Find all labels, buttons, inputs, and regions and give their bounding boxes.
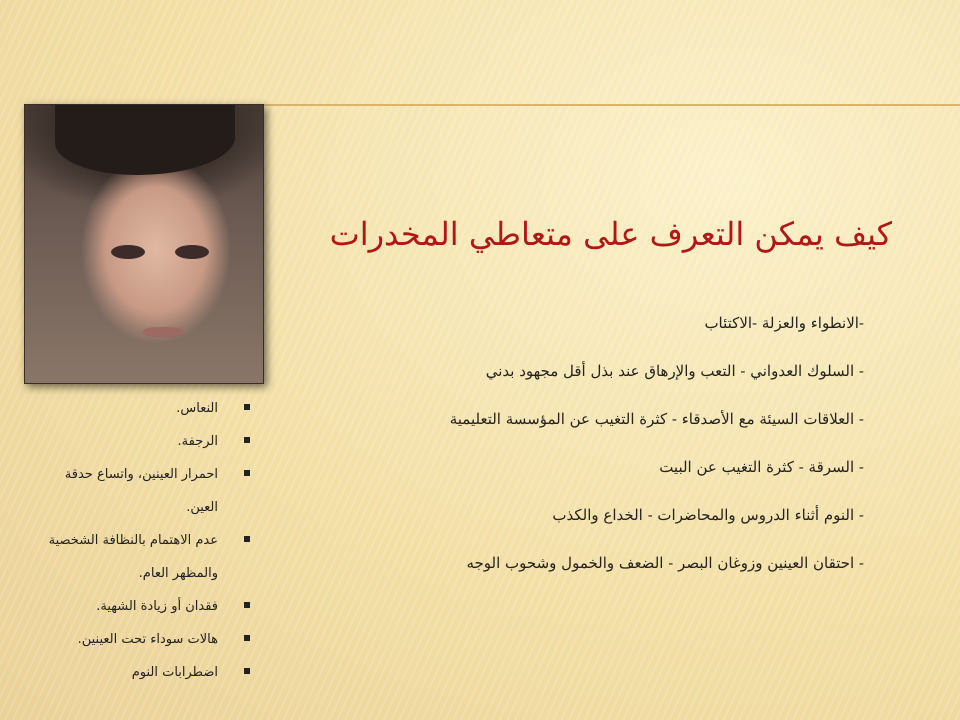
portrait-photo [24,104,264,384]
list-item: احمرار العينين، واتساع حدقة العين. [30,458,252,524]
list-item: عدم الاهتمام بالنظافة الشخصية والمظهر العام. [30,524,252,590]
list-item: هالات سوداء تحت العينين. [30,623,252,656]
mouth-shape [143,327,183,337]
list-item: فقدان أو زيادة الشهية. [30,590,252,623]
list-item: - السلوك العدواني - التعب والإرهاق عند بذل أقل مجهود بدني [485,362,864,380]
list-item: - العلاقات السيئة مع الأصدقاء - كثرة التغيب عن المؤسسة التعليمية [449,410,864,428]
list-item: - السرقة - كثرة التغيب عن البيت [659,458,864,476]
symptoms-list [30,392,252,689]
list-item: الرجفة. [30,425,252,458]
list-item: - احتقان العينين وزوغان البصر - الضعف والخمول وشحوب الوجه [466,554,864,572]
header-divider [262,104,960,106]
list-item: -الانطواء والعزلة -الاكتئاب [704,314,864,332]
right-eye-shape [175,245,209,259]
list-item: - النوم أثناء الدروس والمحاضرات - الخداع والكذب [552,506,864,524]
hair-shape [55,105,235,175]
list-item: النعاس. [30,392,252,425]
signs-list [304,305,864,593]
slide-title: كيف يمكن التعرف على متعاطي المخدرات [329,215,892,253]
left-eye-shape [111,245,145,259]
list-item: اضطرابات النوم [30,656,252,689]
